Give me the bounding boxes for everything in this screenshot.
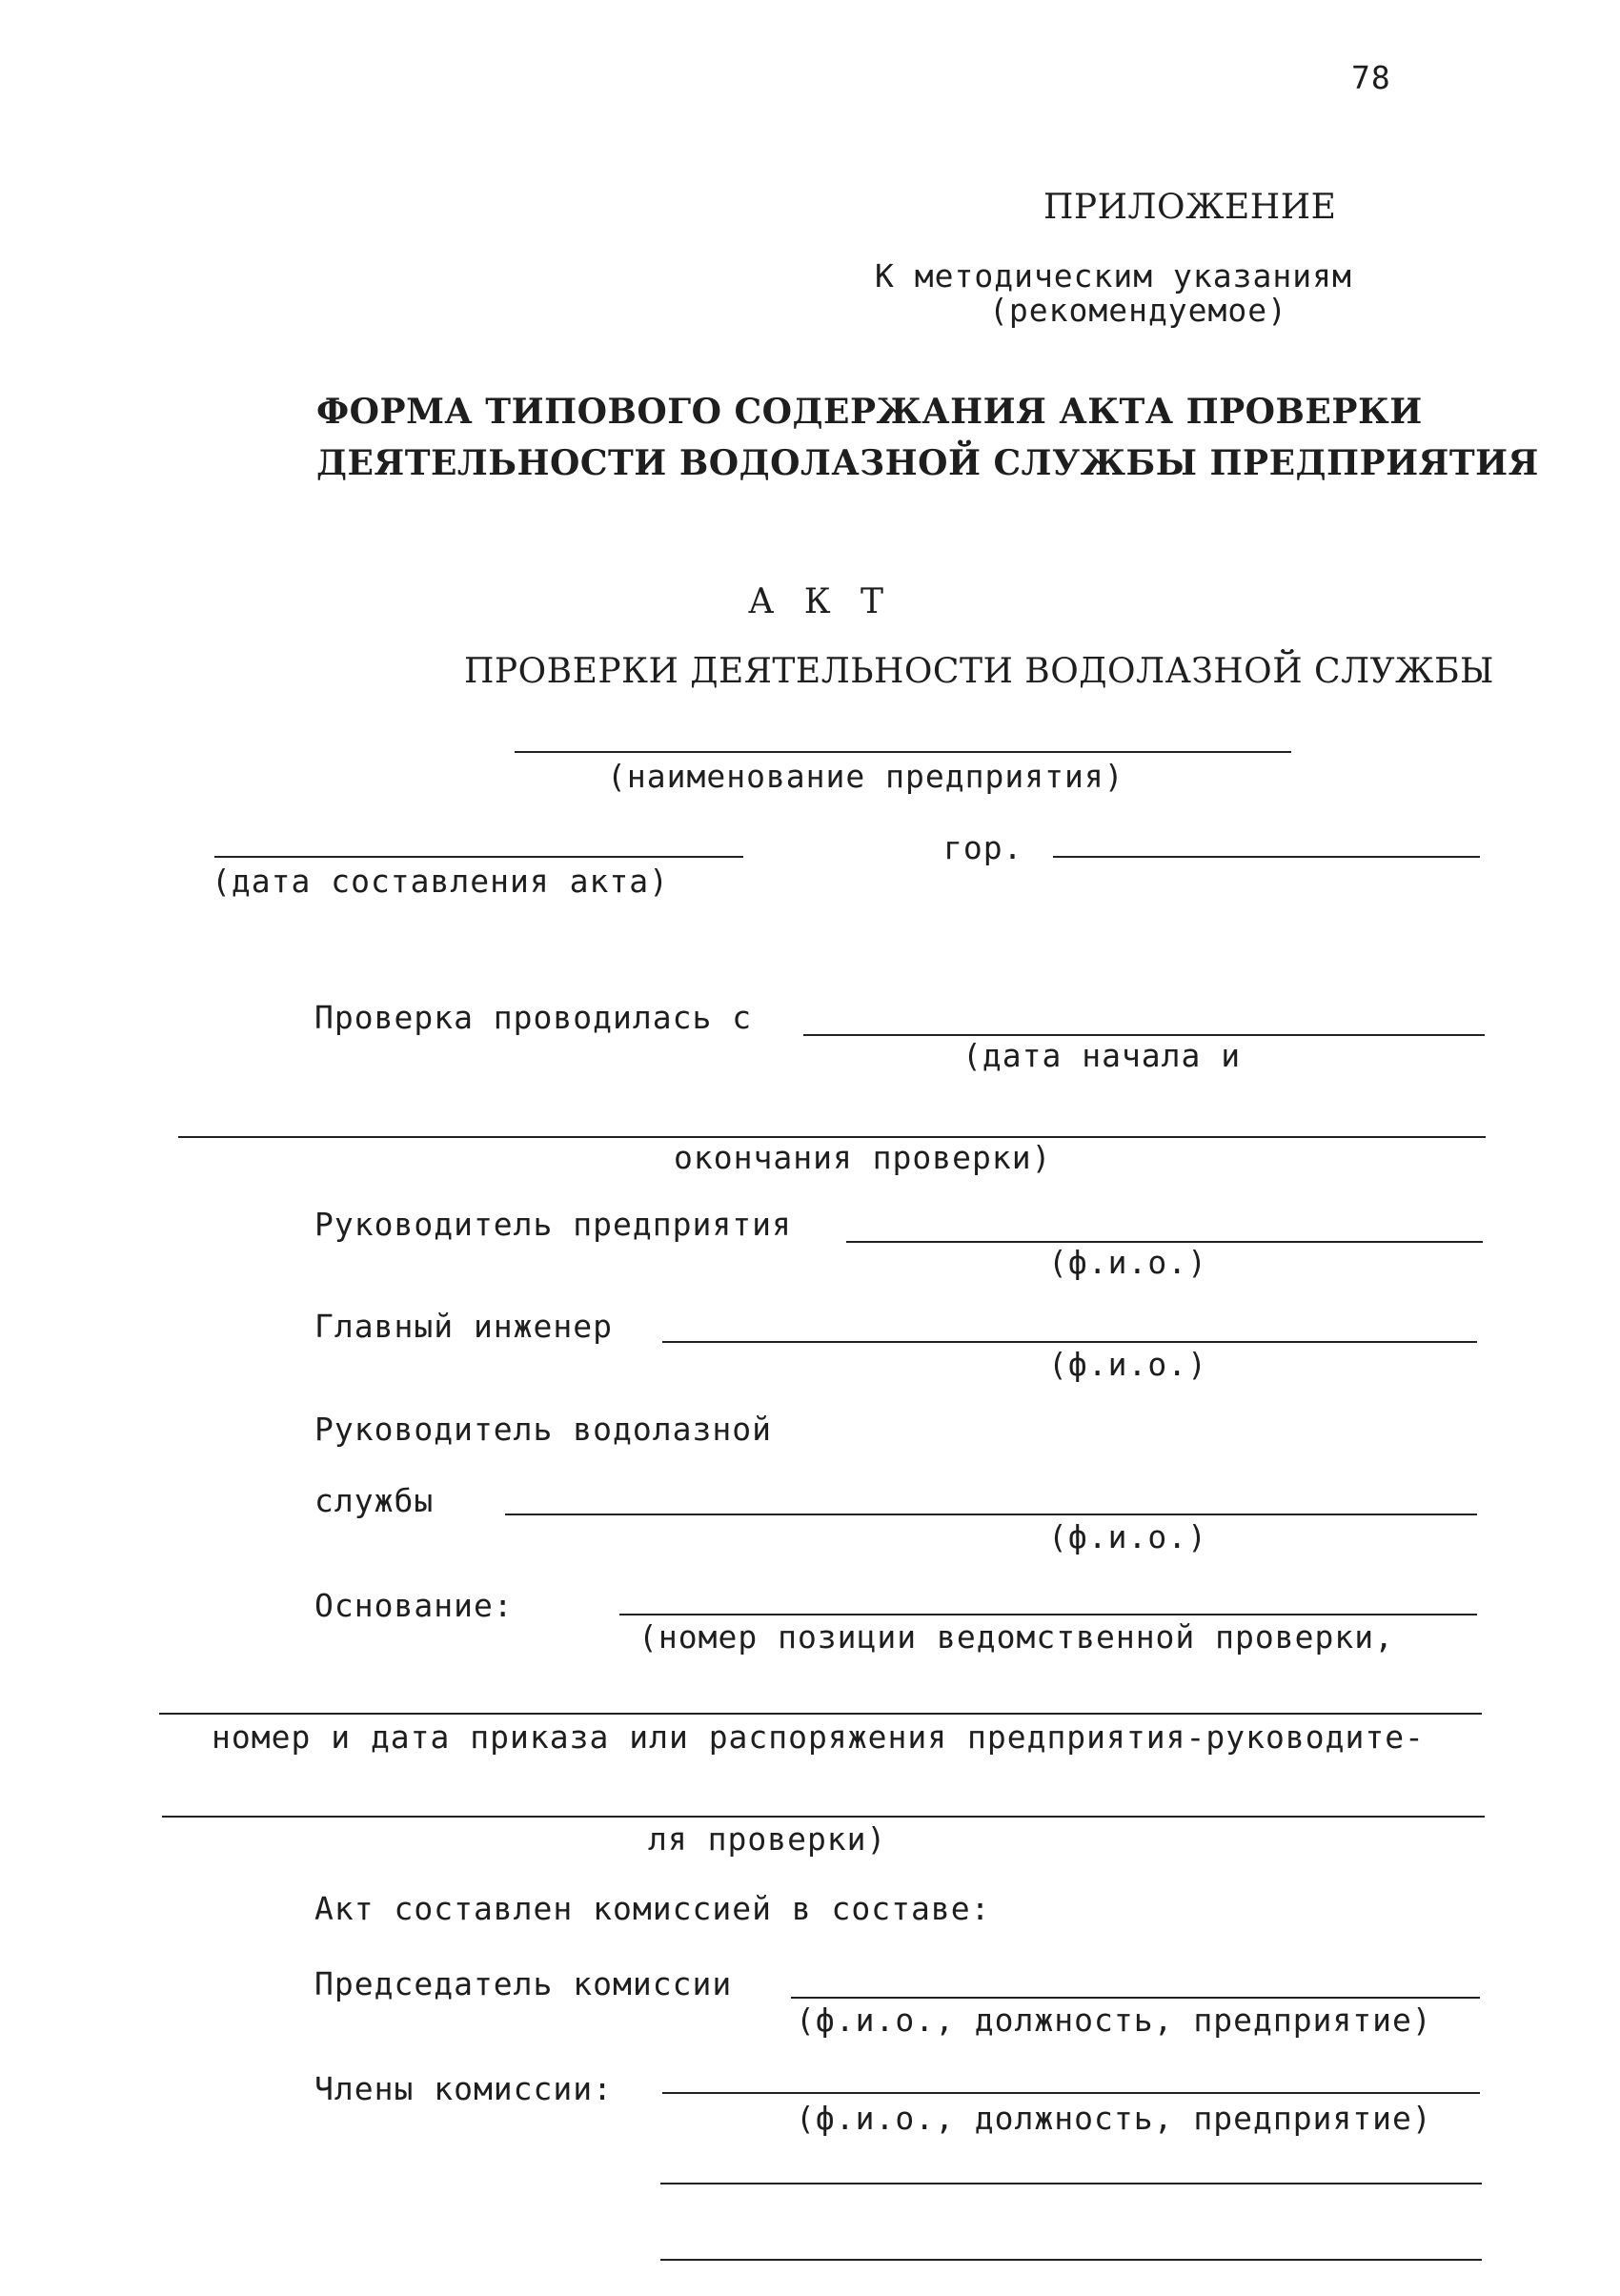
period-caption-1: (дата начала и <box>962 1037 1242 1074</box>
act-date-line[interactable] <box>214 856 743 858</box>
chairman-line[interactable] <box>791 1997 1480 1999</box>
basis-line-1[interactable] <box>619 1614 1477 1615</box>
enterprise-name-line[interactable] <box>515 751 1291 753</box>
act-date-caption: (дата составления акта) <box>212 863 669 900</box>
act-title: А К Т <box>748 582 894 621</box>
member-caption: (ф.и.о., должность, предприятие) <box>796 2100 1432 2137</box>
member-line-2[interactable] <box>660 2183 1482 2184</box>
appendix-line-1: К методическим указаниям <box>875 257 1352 295</box>
city-label: гор. <box>943 829 1023 866</box>
period-start-line[interactable] <box>803 1034 1485 1036</box>
commission-intro: Акт составлен комиссией в составе: <box>314 1890 991 1927</box>
period-label: Проверка проводилась с <box>314 999 753 1036</box>
diving-head-label-1: Руководитель водолазной <box>314 1411 772 1448</box>
director-label: Руководитель предприятия <box>314 1206 792 1243</box>
basis-label: Основание: <box>314 1587 514 1624</box>
page-number: 78 <box>1351 59 1391 96</box>
form-title-line-1: ФОРМА ТИПОВОГО СОДЕРЖАНИЯ АКТА ПРОВЕРКИ <box>316 392 1423 432</box>
basis-caption-3: ля проверки) <box>648 1820 887 1858</box>
basis-line-3[interactable] <box>162 1816 1485 1818</box>
member-line-3[interactable] <box>660 2259 1482 2261</box>
members-label: Члены комиссии: <box>314 2070 614 2107</box>
basis-line-2[interactable] <box>159 1713 1482 1715</box>
appendix-label: ПРИЛОЖЕНИЕ <box>1043 188 1337 227</box>
period-caption-2: окончания проверки) <box>674 1139 1052 1176</box>
city-line[interactable] <box>1053 856 1480 858</box>
basis-caption-1: (номер позиции ведомственной проверки, <box>638 1618 1394 1656</box>
enterprise-caption: (наименование предприятия) <box>607 758 1124 795</box>
period-end-line[interactable] <box>178 1136 1486 1138</box>
director-fio-caption: (ф.и.о.) <box>1048 1244 1207 1281</box>
chairman-caption: (ф.и.о., должность, предприятие) <box>796 2001 1432 2039</box>
diving-head-label-2: службы <box>314 1482 435 1519</box>
diving-head-fio-caption: (ф.и.о.) <box>1048 1518 1207 1555</box>
director-fio-line[interactable] <box>846 1241 1483 1243</box>
basis-caption-2: номер и дата приказа или распоряжения предприятия-руководите- <box>212 1718 1425 1756</box>
member-line-1[interactable] <box>662 2092 1480 2094</box>
chief-engineer-fio-caption: (ф.и.о.) <box>1048 1346 1207 1383</box>
chief-engineer-label: Главный инженер <box>314 1308 614 1345</box>
appendix-line-2: (рекомендуемое) <box>989 292 1288 329</box>
form-title-line-2: ДЕЯТЕЛЬНОСТИ ВОДОЛАЗНОЙ СЛУЖБЫ ПРЕДПРИЯТИЯ <box>316 443 1539 483</box>
chief-engineer-fio-line[interactable] <box>662 1341 1477 1343</box>
act-subtitle: ПРОВЕРКИ ДЕЯТЕЛЬНОСТИ ВОДОЛАЗНОЙ СЛУЖБЫ <box>464 652 1494 691</box>
chairman-label: Председатель комиссии <box>314 1965 733 2002</box>
diving-head-fio-line[interactable] <box>505 1514 1477 1515</box>
